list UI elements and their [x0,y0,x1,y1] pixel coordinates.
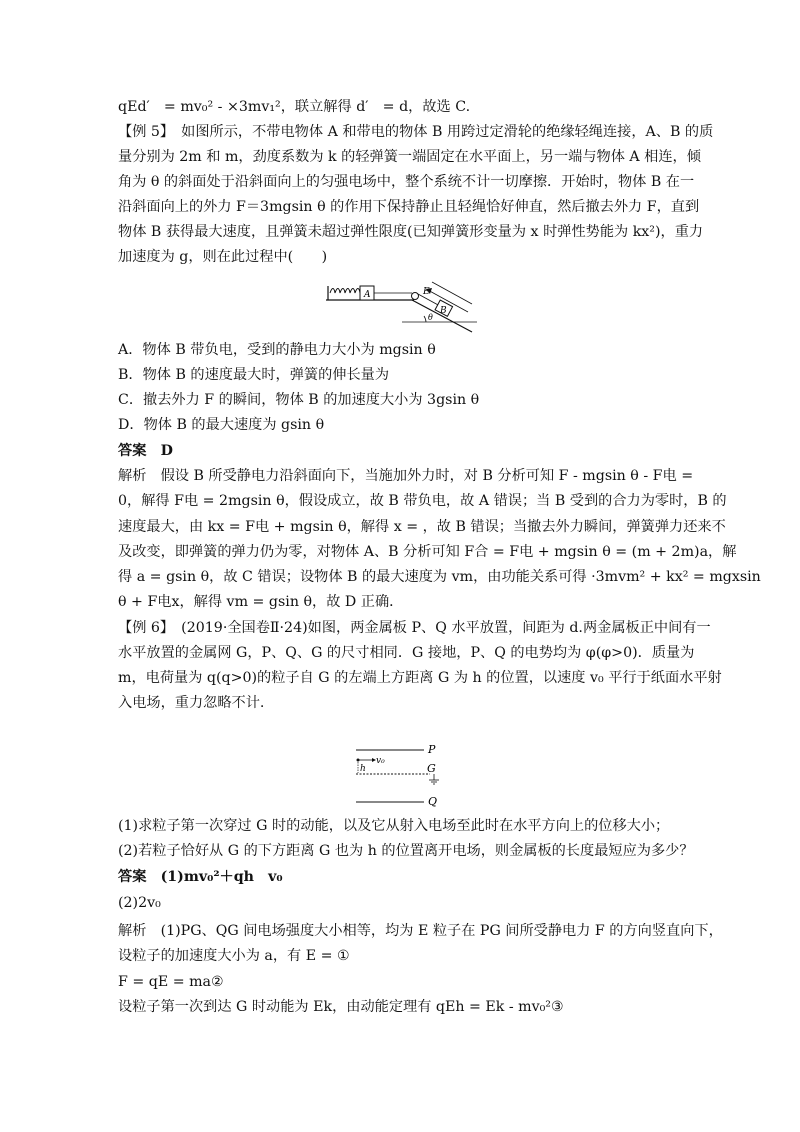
text-line: 水平放置的金属网 G，P、Q、G 的尺寸相同．G 接地，P、Q 的电势均为 φ(φ>0)．质量为 [118,645,695,661]
text-line: 沿斜面向上的外力 F＝3mgsin θ 的作用下保持静止且轻绳恰好伸直，然后撤去外力 F，直到 [118,199,700,215]
figure-label: E [423,287,430,297]
figure-label: Q [428,795,438,808]
question-2: (2)若粒子恰好从 G 的下方距离 G 也为 h 的位置离开电场，则金属板的长度最短应为多少？ [118,843,694,859]
option-b: B．物体 B 的速度最大时，弹簧的伸长量为 [118,367,390,383]
text-line: 【例 5】 如图所示，不带电物体 A 和带电的物体 B 用跨过定滑轮的绝缘轻绳连接，A、B 的质 [118,124,714,140]
figure-label: B [440,306,447,316]
text-line: 量分别为 2m 和 m，劲度系数为 k 的轻弹簧一端固定在水平面上，另一端与物体 A 相连，倾 [118,149,701,165]
text-line: 速度最大，由 kx = F电 + mgsin θ，解得 x = ，故 B 错误；当撤去外力瞬间，弹簧弹力还来不 [118,519,726,535]
text-line: qEd′ = mv₀² - ×3mv₁²，联立解得 d′ = d，故选 C. [118,99,471,115]
figure-label: v₀ [376,756,385,766]
option-c: C．撤去外力 F 的瞬间，物体 B 的加速度大小为 3gsin θ [118,392,480,408]
answer-line: 答案 D [118,443,173,459]
text-line: (2)2v₀ [118,895,161,911]
text-line: θ + F电x，解得 vm = gsin θ，故 D 正确． [118,594,404,610]
text-line: 角为 θ 的斜面处于沿斜面向上的匀强电场中，整个系统不计一切摩擦．开始时，物体 B 在一 [118,174,695,190]
text-line: 及改变，即弹簧的弹力仍为零，对物体 A、B 分析可知 F合 = F电 + mgsin θ = (m + 2m)a，解 [118,544,737,560]
option-d: D．物体 B 的最大速度为 gsin θ [118,417,325,433]
answer-line: 答案 (1)mv₀²＋qh v₀ [118,869,283,885]
incline-figure [322,272,482,334]
plates-figure [350,742,450,810]
text-line: 得 a = gsin θ，故 C 错误；设物体 B 的最大速度为 vm，由功能关系可得 ·3mvm² + kx² = mgxsin [118,569,761,585]
text-line: m，电荷量为 q(q>0)的粒子自 G 的左端上方距离 G 为 h 的位置，以速度 v₀ 平行于纸面水平射 [118,670,722,686]
text-line: 设粒子第一次到达 G 时动能为 Ek，由动能定理有 qEh = Ek - mv₀²③ [118,999,564,1015]
text-line: 物体 B 获得最大速度，且弹簧未超过弹性限度(已知弹簧形变量为 x 时弹性势能为 kx²)，重力 [118,224,704,240]
figure-label: P [428,743,436,756]
text-line: 入电场，重力忽略不计. [118,695,265,711]
figure-label: h [360,764,366,774]
text-line: 【例 6】 (2019·全国卷Ⅱ·24)如图，两金属板 P、Q 水平放置，间距为 d.两金属板正中间有一 [118,620,711,636]
text-line: 设粒子的加速度大小为 a，有 E = ① [118,948,350,964]
figure-label: A [364,290,371,300]
figure-label: G [427,762,436,775]
text-line: 加速度为 g，则在此过程中( ) [118,249,328,265]
option-a: A．物体 B 带负电，受到的静电力大小为 mgsin θ [118,342,436,358]
text-line: 0，解得 F电 = 2mgsin θ，假设成立，故 B 带负电，故 A 错误；当 B 受到的合力为零时，B 的 [118,493,727,509]
figure-label: θ [428,313,433,322]
text-line: 解析 假设 B 所受静电力沿斜面向下，当施加外力时，对 B 分析可知 F - mgsin θ - F电 = [118,468,694,484]
text-line: F = qE = ma② [118,974,224,990]
question-1: (1)求粒子第一次穿过 G 时的动能，以及它从射入电场至此时在水平方向上的位移大小； [118,818,670,834]
text-line: 解析 (1)PG、QG 间电场强度大小相等，均为 E 粒子在 PG 间所受静电力 F 的方向竖直向下， [118,923,723,939]
